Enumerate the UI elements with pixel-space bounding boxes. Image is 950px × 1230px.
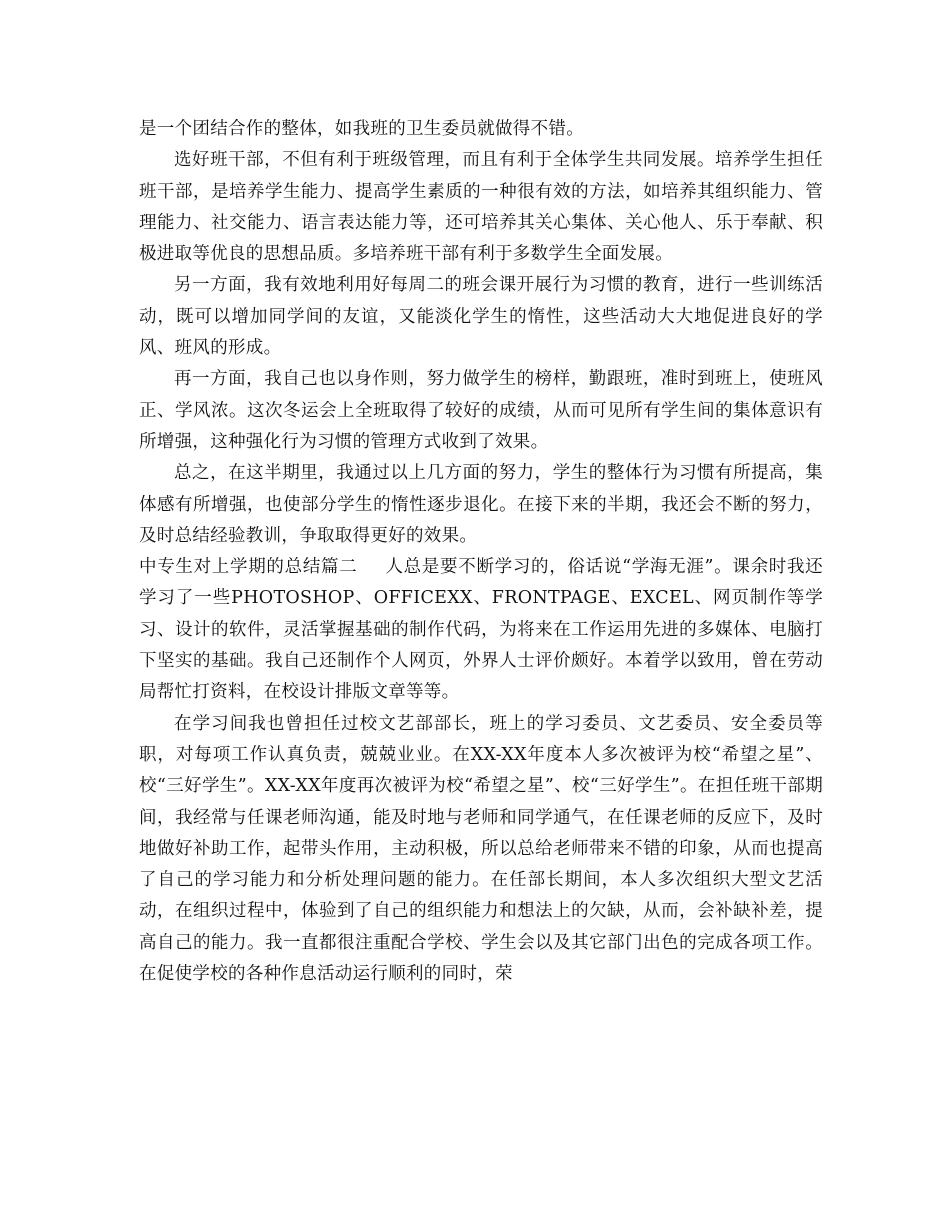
paragraph-class-meeting: 另一方面，我有效地利用好每周二的班会课开展行为习惯的教育，进行一些训练活动，既可以增加同学间的友谊，又能淡化学生的惰性，这些活动大大地促进良好的学风、班风的形成。	[139, 275, 823, 359]
paragraph-summary: 总之，在这半期里，我通过以上几方面的努力，学生的整体行为习惯有所提高，集体感有所增强，也使部分学生的惰性逐步退化。在接下来的半期，我还会不断的努力，及时总结经验教训，争取取得更好的效果。	[139, 463, 823, 546]
section-two-first-text: 人总是要不断学习的，俗话说“学海无涯”。课余时我还学习了一些PHOTOSHOP、OFFICEXX、FRONTPAGE、EXCEL、网页制作等学习、设计的软件，灵活掌握基础的制作代码，为将来在工作运用先进的多媒体、电脑打下坚实的基础。我自己还制作个人网页，外界人士评价颇好。本着学以致用，曾在劳动局帮忙打资料，在校设计排版文章等等。	[139, 557, 823, 703]
section-two-heading: 中专生对上学期的总结篇二	[139, 557, 358, 578]
paragraph-student-roles: 在学习间我也曾担任过校文艺部部长，班上的学习委员、文艺委员、安全委员等职，对每项工作认真负责，兢兢业业。在XX-XX年度本人多次被评为校“希望之星”、校“三好学生”。XX-XX年度再次被评为校“希望之星”、校“三好学生”。在担任班干部期间，我经常与任课老师沟通，能及时地与老师和同学通气，在任课老师的反应下，及时地做好补助工作，起带头作用，主动积极，所以总给老师带来不错的印象，从而也提高了自己的学习能力和分析处理问题的能力。在任部长期间，本人多次组织大型文艺活动，在组织过程中，体验到了自己的组织能力和想法上的欠缺，从而，会补缺补差，提高自己的能力。我一直都很注重配合学校、学生会以及其它部门出色的完成各项工作。在促使学校的各种作息活动运行顺利的同时，荣	[139, 713, 823, 985]
document-body	[139, 114, 823, 990]
paragraph-continuation: 是一个团结合作的整体，如我班的卫生委员就做得不错。	[139, 119, 584, 139]
paragraph-role-model: 再一方面，我自己也以身作则，努力做学生的榜样，勤跟班，准时到班上，使班风正、学风浓。这次冬运会上全班取得了较好的成绩，从而可见所有学生间的集体意识有所增强，这种强化行为习惯的管理方式收到了效果。	[139, 369, 823, 452]
section-two-paragraph	[139, 552, 823, 708]
paragraph-class-cadres: 选好班干部，不但有利于班级管理，而且有利于全体学生共同发展。培养学生担任班干部，是培养学生能力、提高学生素质的一种很有效的方法，如培养其组织能力、管理能力、社交能力、语言表达能力等，还可培养其关心集体、关心他人、乐于奉献、积极进取等优良的思想品质。多培养班干部有利于多数学生全面发展。	[139, 150, 823, 265]
